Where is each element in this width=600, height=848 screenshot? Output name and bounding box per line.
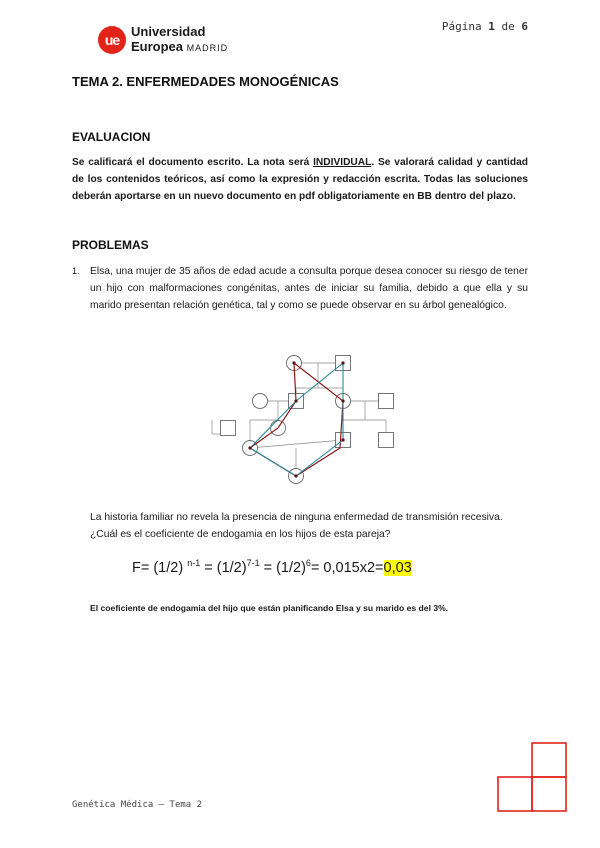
path-node <box>294 474 297 477</box>
logo-badge: ue <box>98 26 126 54</box>
problem-question: La historia familiar no revela la presencia de ninguna enfermedad de transmisión recesiva. ¿Cuál es el coeficiente de endogamia en los hijos de esta pareja? <box>90 512 503 540</box>
path-red <box>250 363 343 476</box>
path-node <box>248 446 251 449</box>
path-teal <box>250 363 343 476</box>
evaluation-heading: EVALUACION <box>72 130 151 144</box>
formula-exponent: 7-1 <box>246 558 260 568</box>
page-current: 1 <box>488 20 495 33</box>
pedigree-male <box>221 421 236 436</box>
evaluation-emphasis: INDIVIDUAL <box>313 157 372 168</box>
formula-answer-highlight: 0,03 <box>383 559 412 576</box>
pedigree-male <box>379 394 394 409</box>
evaluation-text-part: Se calificará el documento escrito. La nota será <box>72 157 314 168</box>
decorative-squares-icon <box>496 742 568 814</box>
path-node <box>341 438 344 441</box>
path-node <box>294 399 297 402</box>
logo-name-main: Europea <box>131 39 184 54</box>
path-node <box>292 361 295 364</box>
logo-name-line1: Universidad <box>131 24 206 39</box>
path-node <box>341 361 344 364</box>
logo-city: MADRID <box>186 43 229 53</box>
pedigree-diagram <box>210 344 410 494</box>
formula-exponent: n-1 <box>187 558 201 568</box>
evaluation-text-part: . Se valorará calidad y cantidad de los contenidos teóricos, así como la expresión y redacción escrita. Todas las soluciones deberán aportarse en un nuevo documento en pdf obligatoriamente en BB dentro del plazo. <box>72 157 528 202</box>
university-logo <box>98 24 248 58</box>
problem-text: Elsa, una mujer de 35 años de edad acude a consulta porque desea conocer su riesgo de tener un hijo con malformaciones congénitas, antes de iniciar su familia, debido a que ella y su marido presentan relación genética, tal y como se puede observar en su árbol genealógico. <box>90 266 528 311</box>
page-label: Página <box>441 20 482 33</box>
formula-part: = (1/2) <box>200 559 247 576</box>
page-number <box>442 20 528 33</box>
formula-part: = 0,015x2= <box>310 559 384 576</box>
formula-exponent: 6 <box>305 558 311 568</box>
page-of: de <box>501 20 515 33</box>
problems-heading: PROBLEMAS <box>72 238 149 252</box>
path-node <box>341 399 344 402</box>
problem-number: 1. <box>72 266 80 276</box>
logo-name-line2 <box>131 39 228 54</box>
formula-part: = (1/2) <box>259 559 306 576</box>
evaluation-text <box>72 154 528 205</box>
page-title: TEMA 2. ENFERMEDADES MONOGÉNICAS <box>72 74 339 89</box>
pedigree-female <box>253 394 268 409</box>
page-total: 6 <box>521 20 528 33</box>
inbreeding-formula <box>132 558 412 576</box>
page-footer: Genética Médica – Tema 2 <box>72 800 203 810</box>
formula-part: F= (1/2) <box>132 559 188 576</box>
problem-conclusion: El coeficiente de endogamia del hijo que están planificando Elsa y su marido es del 3%. <box>90 603 449 613</box>
pedigree-male <box>379 433 394 448</box>
